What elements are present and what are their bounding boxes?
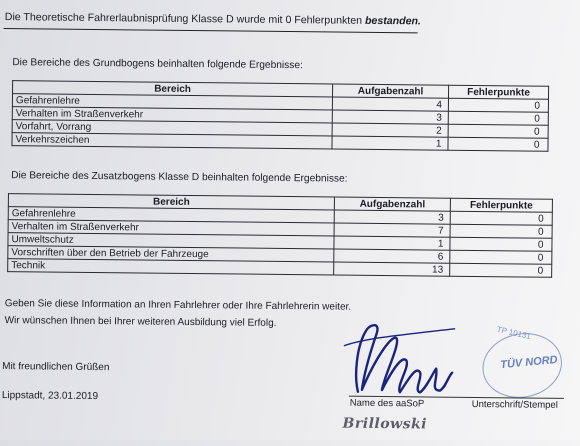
header-underline: [4, 28, 418, 33]
column-header-fehlerpunkte: Fehlerpunkte: [450, 198, 552, 212]
cell-aufgabenzahl: 4: [332, 97, 448, 111]
result-header: [5, 11, 421, 27]
stamp-logo: TÜV NORD: [499, 353, 559, 372]
cell-aufgabenzahl: 13: [334, 262, 450, 276]
cell-bereich: Umweltschutz: [8, 233, 334, 249]
message-line-1: Geben Sie diese Information an Ihren Fahrlehrer oder Ihre Fahrlehrerin weiter.: [4, 298, 352, 313]
cell-aufgabenzahl: 1: [334, 236, 450, 250]
cell-bereich: Verkehrszeichen: [12, 133, 332, 149]
cell-bereich: Vorfahrt, Vorrang: [12, 120, 332, 136]
cell-bereich: Gefahrenlehre: [8, 207, 334, 223]
cell-bereich: Verhalten im Straßenverkehr: [8, 220, 334, 236]
stamp-number: TP 10131: [495, 324, 532, 342]
name-label: Name des aaSoP: [349, 397, 425, 410]
zusatz-intro: Die Bereiche des Zusatzbogens Klasse D beinhalten folgende Ergebnisse:: [11, 170, 348, 185]
printed-name: Brillowski: [342, 415, 428, 433]
cell-fehlerpunkte: 0: [450, 211, 552, 225]
message-line-2: Wir wünschen Ihnen bei Ihrer weiteren Ausbildung viel Erfolg.: [4, 315, 277, 329]
cell-aufgabenzahl: 3: [332, 110, 448, 124]
zusatz-table: [7, 193, 553, 278]
cell-bereich: Technik: [8, 259, 334, 275]
cell-aufgabenzahl: 3: [334, 210, 450, 224]
cell-bereich: Gefahrenlehre: [12, 94, 332, 110]
grund-intro: Die Bereiche des Grundbogens beinhalten folgende Ergebnisse:: [12, 57, 303, 72]
cell-aufgabenzahl: 1: [332, 136, 448, 150]
column-header-fehlerpunkte: Fehlerpunkte: [448, 85, 548, 99]
cell-aufgabenzahl: 6: [334, 249, 450, 263]
signature-image: [336, 316, 467, 401]
greeting: Mit freundlichen Grüßen: [2, 361, 110, 374]
place-date: Lippstadt, 23.01.2019: [1, 390, 99, 403]
signature-label: Unterschrift/Stempel: [471, 398, 558, 411]
cell-fehlerpunkte: 0: [448, 137, 548, 151]
column-header-aufgabenzahl: Aufgabenzahl: [334, 197, 450, 211]
column-header-bereich: Bereich: [8, 194, 334, 210]
cell-fehlerpunkte: 0: [448, 111, 548, 125]
column-header-aufgabenzahl: Aufgabenzahl: [333, 84, 449, 98]
result-header-text: Die Theoretische Fahrerlaubnisprüfung Klasse D wurde mit 0 Fehlerpunkten: [4, 11, 366, 27]
grund-table: [11, 80, 549, 152]
column-header-bereich: Bereich: [13, 81, 333, 97]
cell-fehlerpunkte: 0: [450, 250, 552, 264]
cell-bereich: Vorschriften über den Betrieb der Fahrzeuge: [8, 246, 334, 262]
cell-fehlerpunkte: 0: [448, 98, 548, 112]
cell-fehlerpunkte: 0: [448, 124, 548, 138]
cell-aufgabenzahl: 7: [334, 223, 450, 237]
cell-fehlerpunkte: 0: [450, 237, 552, 251]
cell-fehlerpunkte: 0: [450, 224, 552, 238]
cell-fehlerpunkte: 0: [450, 263, 552, 277]
result-status: bestanden.: [364, 14, 421, 28]
cell-bereich: Verhalten im Straßenverkehr: [12, 107, 332, 123]
cell-aufgabenzahl: 2: [332, 123, 448, 137]
